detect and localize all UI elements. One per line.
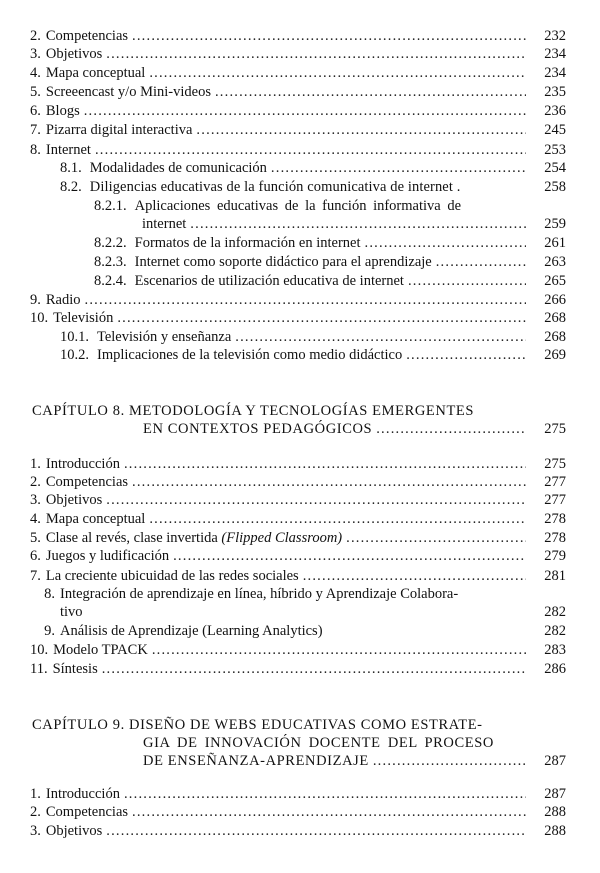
- entry-page: 253: [544, 142, 566, 158]
- entry-number: 10.2.: [60, 347, 89, 363]
- entry-number: 7.: [30, 568, 41, 584]
- entry-page: 288: [544, 804, 566, 820]
- toc-subentry[interactable]: [60, 178, 566, 196]
- entry-page: 283: [544, 642, 566, 658]
- entry-page: 261: [544, 235, 566, 251]
- chapter-8-heading[interactable]: [32, 402, 474, 420]
- leader-dots: [124, 455, 526, 473]
- entry-page: 277: [544, 474, 566, 490]
- entry-page: 263: [544, 254, 566, 270]
- entry-page: 268: [544, 329, 566, 345]
- entry-label: Síntesis: [52, 661, 98, 677]
- entry-label: Radio: [45, 292, 81, 308]
- entry-page: 282: [544, 604, 566, 620]
- entry-number: 11.: [30, 661, 48, 677]
- entry-page: 235: [544, 84, 566, 100]
- entry-label-continuation: tivo: [60, 604, 83, 620]
- toc-entry[interactable]: [30, 473, 566, 491]
- chapter-8-heading-line2[interactable]: [143, 420, 566, 438]
- leader-dots: [132, 27, 526, 45]
- entry-label: Televisión: [53, 310, 114, 326]
- leader-dots: [436, 253, 526, 271]
- entry-page: 279: [544, 548, 566, 564]
- entry-page: 287: [544, 786, 566, 802]
- chapter-title-line: DE ENSEÑANZA-APRENDIZAJE: [143, 753, 369, 769]
- toc-entry[interactable]: [30, 803, 566, 821]
- chapter-title-line: EN CONTEXTOS PEDAGÓGICOS: [143, 421, 373, 437]
- leader-dots: [365, 234, 526, 252]
- entry-page: 288: [544, 823, 566, 839]
- entry-label: Juegos y ludificación: [45, 548, 170, 564]
- entry-label-continuation: internet: [142, 216, 187, 232]
- entry-number: 10.: [30, 310, 49, 326]
- toc-entry[interactable]: [30, 83, 566, 101]
- entry-number: 2.: [30, 28, 41, 44]
- toc-entry[interactable]: [30, 141, 566, 159]
- chapter-page: 287: [544, 753, 566, 769]
- entry-label: Diligencias educativas de la función comunicativa de internet .: [89, 179, 461, 195]
- entry-number: 8.: [30, 142, 41, 158]
- chapter-title-line: CAPÍTULO 9. DISEÑO DE WEBS EDUCATIVAS COMO ESTRATE-: [32, 717, 483, 733]
- entry-label: Implicaciones de la televisión como medio didáctico: [97, 347, 403, 363]
- entry-number: 6.: [30, 548, 41, 564]
- entry-page: 232: [544, 28, 566, 44]
- leader-dots: [408, 272, 526, 290]
- entry-number: 8.1.: [60, 160, 82, 176]
- entry-page: 234: [544, 65, 566, 81]
- entry-label: Objetivos: [45, 823, 103, 839]
- entry-label: Objetivos: [45, 492, 103, 508]
- leader-dots: [117, 309, 526, 327]
- entry-label: Introducción: [45, 786, 120, 802]
- entry-label: Televisión y enseñanza: [97, 329, 232, 345]
- entry-label: Introducción: [45, 456, 120, 472]
- toc-subentry[interactable]: [60, 328, 566, 346]
- entry-label: Mapa conceptual: [45, 511, 146, 527]
- toc-entry[interactable]: [30, 547, 566, 565]
- entry-label: Aplicaciones educativas de la función informativa de: [134, 198, 462, 214]
- leader-dots: [376, 420, 526, 438]
- entry-label: Competencias: [45, 474, 129, 490]
- toc-subsubentry[interactable]: [94, 234, 566, 252]
- leader-dots: [84, 102, 526, 120]
- entry-page: 266: [544, 292, 566, 308]
- entry-label-italic: (Flipped Classroom): [221, 530, 343, 546]
- entry-number: 2.: [30, 474, 41, 490]
- entry-label: La creciente ubicuidad de las redes sociales: [45, 568, 299, 584]
- toc-entry[interactable]: [30, 121, 566, 139]
- entry-number: 8.2.2.: [94, 235, 127, 251]
- leader-dots: [106, 822, 526, 840]
- toc-entry[interactable]: [30, 455, 566, 473]
- chapter-9-heading-line2: [143, 734, 494, 752]
- entry-number: 1.: [30, 456, 41, 472]
- entry-label: Blogs: [45, 103, 80, 119]
- toc-entry[interactable]: [30, 567, 566, 585]
- leader-dots: [173, 547, 526, 565]
- leader-dots: [102, 660, 526, 678]
- leader-dots: [303, 567, 526, 585]
- entry-number: 3.: [30, 46, 41, 62]
- leader-dots: [373, 752, 526, 770]
- entry-page: 254: [544, 160, 566, 176]
- entry-label: Modelo TPACK: [53, 642, 148, 658]
- leader-dots: [132, 803, 526, 821]
- entry-number: 8.2.1.: [94, 198, 127, 214]
- leader-dots: [346, 529, 526, 547]
- entry-label: Mapa conceptual: [45, 65, 146, 81]
- entry-page: 236: [544, 103, 566, 119]
- toc-entry[interactable]: [30, 660, 566, 678]
- leader-dots: [106, 45, 526, 63]
- entry-number: 8.2.3.: [94, 254, 127, 270]
- entry-label: Integración de aprendizaje en línea, híbrido y Aprendizaje Colabora-: [60, 586, 459, 602]
- entry-number: 8.: [44, 586, 55, 602]
- entry-label: Competencias: [45, 804, 129, 820]
- leader-dots: [190, 215, 526, 233]
- entry-number: 3.: [30, 823, 41, 839]
- entry-page: 275: [544, 456, 566, 472]
- entry-label: Análisis de Aprendizaje (Learning Analytics): [60, 623, 323, 639]
- chapter-title-line: CAPÍTULO 8. METODOLOGÍA Y TECNOLOGÍAS EMERGENTES: [32, 403, 475, 419]
- entry-label: Competencias: [45, 28, 129, 44]
- entry-number: 9.: [44, 623, 55, 639]
- entry-number: 4.: [30, 511, 41, 527]
- entry-number: 9.: [30, 292, 41, 308]
- entry-page: 234: [544, 46, 566, 62]
- toc-subsubentry[interactable]: [94, 197, 514, 215]
- entry-number: 8.2.: [60, 179, 82, 195]
- entry-page: 245: [544, 122, 566, 138]
- entry-label: Formatos de la información en internet: [134, 235, 361, 251]
- entry-page: 269: [544, 347, 566, 363]
- entry-label: Internet como soporte didáctico para el aprendizaje: [134, 254, 432, 270]
- entry-number: 6.: [30, 103, 41, 119]
- leader-dots: [149, 510, 526, 528]
- entry-number: 4.: [30, 65, 41, 81]
- toc-entry[interactable]: [30, 491, 566, 509]
- entry-number: 5.: [30, 84, 41, 100]
- entry-number: 2.: [30, 804, 41, 820]
- entry-page: 268: [544, 310, 566, 326]
- chapter-9-heading[interactable]: [32, 716, 483, 734]
- entry-label: Objetivos: [45, 46, 103, 62]
- entry-number: 3.: [30, 492, 41, 508]
- toc-entry[interactable]: [30, 45, 566, 63]
- toc-entry[interactable]: [30, 585, 516, 603]
- leader-dots: [235, 328, 526, 346]
- toc-entry[interactable]: [30, 510, 566, 528]
- chapter-page: 275: [544, 421, 566, 437]
- entry-number: 10.: [30, 642, 49, 658]
- entry-page: 259: [544, 216, 566, 232]
- leader-dots: [95, 141, 526, 159]
- entry-label-text: Clase al revés, clase invertida: [45, 530, 218, 546]
- entry-label: Screeencast y/o Mini-videos: [45, 84, 211, 100]
- toc-entry[interactable]: [30, 309, 566, 327]
- toc-entry[interactable]: [30, 291, 566, 309]
- entry-label: Escenarios de utilización educativa de internet: [134, 273, 404, 289]
- entry-label: Pizarra digital interactiva: [45, 122, 193, 138]
- leader-dots: [149, 64, 526, 82]
- toc-subsubentry[interactable]: [94, 253, 566, 271]
- entry-page: 278: [544, 530, 566, 546]
- chapter-title-line: GIA DE INNOVACIÓN DOCENTE DEL PROCESO: [143, 735, 494, 751]
- toc-entry[interactable]: [30, 27, 566, 45]
- leader-dots: [196, 121, 526, 139]
- entry-number: 5.: [30, 530, 41, 546]
- entry-page: 258: [544, 179, 566, 195]
- toc-entry-continuation[interactable]: [60, 603, 566, 621]
- toc-entry[interactable]: [30, 64, 566, 82]
- toc-entry[interactable]: [30, 822, 566, 840]
- toc-entry[interactable]: [30, 102, 566, 120]
- entry-page: 281: [544, 568, 566, 584]
- leader-dots: [271, 159, 526, 177]
- leader-dots: [406, 346, 526, 364]
- entry-label: Modalidades de comunicación: [89, 160, 267, 176]
- entry-number: 1.: [30, 786, 41, 802]
- leader-dots: [85, 291, 526, 309]
- entry-page: 278: [544, 511, 566, 527]
- toc-entry-continuation[interactable]: [142, 215, 566, 233]
- entry-page: 277: [544, 492, 566, 508]
- toc-entry[interactable]: [30, 641, 566, 659]
- leader-dots: [124, 785, 526, 803]
- chapter-9-heading-line3[interactable]: [143, 752, 566, 770]
- toc-entry[interactable]: [30, 622, 566, 640]
- entry-label: Internet: [45, 142, 91, 158]
- entry-page: 286: [544, 661, 566, 677]
- toc-subsubentry[interactable]: [94, 272, 566, 290]
- toc-entry[interactable]: [30, 529, 566, 547]
- toc-subentry[interactable]: [60, 346, 566, 364]
- leader-dots: [215, 83, 526, 101]
- leader-dots: [106, 491, 526, 509]
- leader-dots: [132, 473, 526, 491]
- toc-subentry[interactable]: [60, 159, 566, 177]
- toc-entry[interactable]: [30, 785, 566, 803]
- entry-number: 7.: [30, 122, 41, 138]
- entry-label: [46, 529, 342, 547]
- entry-number: 8.2.4.: [94, 273, 127, 289]
- entry-number: 10.1.: [60, 329, 89, 345]
- entry-page: 282: [544, 623, 566, 639]
- entry-page: 265: [544, 273, 566, 289]
- leader-dots: [152, 641, 526, 659]
